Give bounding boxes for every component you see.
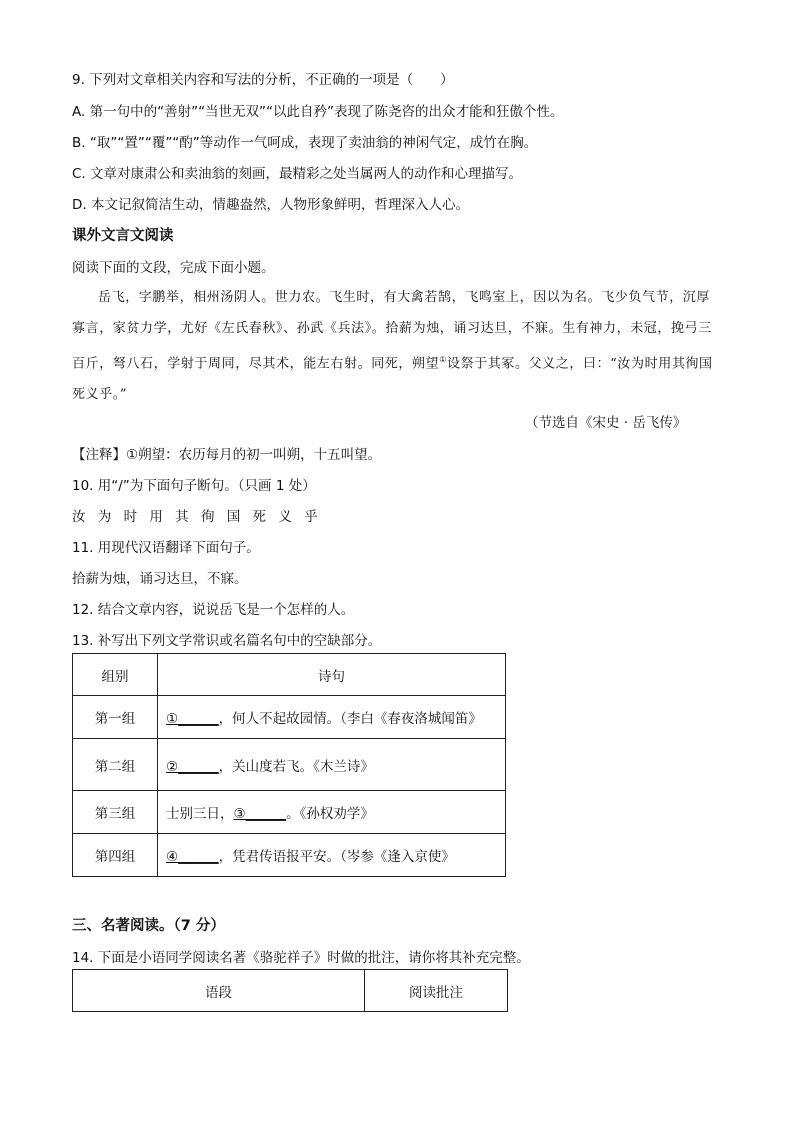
q10-stem: 10. 用“/”为下面句子断句。（只画 1 处） [72,478,316,494]
q12-stem: 12. 结合文章内容，说说岳飞是一个怎样的人。 [72,602,355,618]
q13-group-label: 第一组 [73,696,158,739]
q9-option-d: D. 本文记叙简洁生动，情趣盎然，人物形象鲜明，哲理深入人心。 [72,197,469,213]
fill-blank-1[interactable]: ①______ [166,711,219,727]
fill-blank-2[interactable]: ②______ [166,758,219,775]
q13-header-row [73,654,506,696]
q13-verse-cell [158,791,506,834]
passage-text-part1: 岳飞，字鹏举，相州汤阴人。世力农。飞生时，有大禽若鹄，飞鸣室上，因以为名。飞少负气节，沉厚寡言，家贫力学，尤好《左氏春秋》、孙武《兵法》。拾薪为烛，诵习达旦，不寐。生有神力，未冠，挽弓三百斤，弩八石，学射于周同，尽其术，能左右射。同死，朔望 [72,290,712,372]
table-row [73,696,506,739]
table-row [73,834,506,877]
table-row [73,791,506,834]
q13-verse-cell [158,696,506,739]
verse-suffix: ，何人不起故园情。（李白《春夜洛城闻笛》 [218,711,482,727]
verse-suffix: ，凭君传语报平安。（岑参《逢入京使》 [218,849,455,865]
q13-stem: 13. 补写出下列文学常识或名篇名句中的空缺部分。 [72,633,382,649]
q11-stem: 11. 用现代汉语翻译下面句子。 [72,540,260,556]
q14-header-passage: 语段 [73,970,365,1012]
q11-sentence: 拾薪为烛，诵习达旦，不寐。 [72,571,248,587]
q13-group-label: 第四组 [73,834,158,877]
passage-text-part2: 设祭于其冢。父义之，曰：“汝为时用其徇国死义乎。” [72,356,713,403]
q9-stem: 9. 下列对文章相关内容和写法的分析，不正确的一项是（ ） [72,72,454,88]
q9-option-b: B. “取”“置”“覆”“酌”等动作一气呵成，表现了卖油翁的神闲气定，成竹在胸。 [72,135,538,151]
q13-header-group: 组别 [73,654,158,696]
q13-header-verse: 诗句 [158,654,506,696]
q13-table [72,653,506,877]
q13-verse-cell [158,834,506,877]
section-title-extra-reading: 课外文言文阅读 [72,228,174,244]
note-marker: ① [439,355,447,364]
q14-header-annotation: 阅读批注 [365,970,508,1012]
q14-stem: 14. 下面是小语同学阅读名著《骆驼祥子》时做的批注，请你将其补充完整。 [72,950,530,966]
verse-prefix: 士别三日， [166,806,234,822]
section-title-classics: 三、名著阅读。（7 分） [72,918,225,934]
table-row [73,739,506,791]
q9-option-c: C. 文章对康肃公和卖油翁的刻画，最精彩之处当属两人的动作和心理描写。 [72,166,523,182]
q13-group-label: 第二组 [73,739,158,791]
q14-table [72,969,508,1012]
passage-annotation: 【注释】①朔望：农历每月的初一叫朔，十五叫望。 [72,447,382,463]
verse-suffix: 。《孙权劝学》 [286,806,374,822]
q13-verse-cell [158,739,506,791]
verse-suffix: ，关山度若飞。《木兰诗》 [218,758,374,775]
classical-passage [72,282,722,410]
fill-blank-4[interactable]: ④______ [166,849,219,865]
q10-sentence: 汝 为 时 用 其 徇 国 死 义 乎 [72,509,322,525]
passage-source: （节选自《宋史 · 岳飞传》 [525,415,687,431]
q9-option-a: A. 第一句中的“善射”“当世无双”“以此自矜”表现了陈尧咨的出众才能和狂傲个性。 [72,104,564,120]
fill-blank-3[interactable]: ③______ [233,806,287,822]
q14-header-row [73,970,508,1012]
reading-instruction: 阅读下面的文段，完成下面小题。 [72,260,275,276]
q13-group-label: 第三组 [73,791,158,834]
